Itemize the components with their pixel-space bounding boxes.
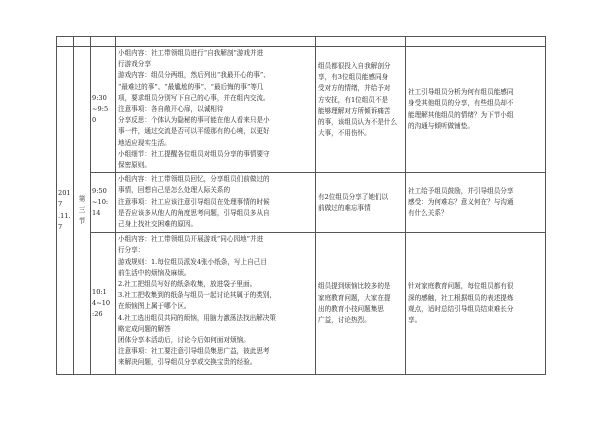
table-row [57,37,546,47]
table-row [57,173,546,233]
time-slot: 9:30 ~9:5 0 [91,47,116,173]
activity-record-document [56,36,545,375]
time-slot: 9:50 ~10: 14 [91,173,116,233]
worker-reflection: 针对家庭教育问题，每位组员都有很 深的感触，社工根据组员的表述提炼 观点，适时总结引导组员结束难长分 享。 [406,233,546,375]
activity-content: 小组内容：社工带领组员开展游戏“同心园地”并进 行分享： 游戏规则：1.每位组员派发4张小纸条，写上自己目 前生活中的烦恼及麻烦。 2.社工把组员写好的纸条收集，放进袋子里面。 3.社工把收集到的纸条与组员一起讨论其属于的类别， 在烦恼图上属于哪个区。 4.社工选出组员共同的烦恼，用脑力激荡法找出解决策 略定成问题的解答 团体分享本活动后，讨论今后如何面对烦恼。 注意事项：社工要注意引导组员集思广益，彼此思考 来解决问题，引导组员分享或交换宝贵的经验。 [116,233,316,375]
worker-reflection: 社工引导组员分析为何有组员能感同 身受其他组员的分享，有些组员却不 能理解其他组员的情绪？为下节小组 的沟通与倾听做铺垫。 [406,47,546,173]
member-response: 有2位组员分享了她们以 前做过的难忘事情 [316,173,406,233]
session-date: 2017 .11. 7 [57,47,74,375]
group-session-table [56,36,546,375]
member-response: 组员都很投入自我解剖分 享，有3位组员能感同身 受对方的情绪，并给予对 方安抚，有1位组员不是 能够理解对方所倾诉痛苦 的事，该组员认为不是什么 大事，不用伤怀。 [316,47,406,173]
table-row [57,47,546,173]
activity-content: 小组内容：社工带领组员进行“自我解剖”游戏并进 行游戏分享 游戏内容：组员分两组，然后列出“我最开心的事”、 “最难过的事”、“最尴尬的事”、“最后悔的事”等几 项，要求组员分别写下自己的心事，并在组内交流。 注意事项：各自敞开心扉，以诚相待 分享反思：个体认为隐秘的事可能在他人看来只是小 事一件，通过交流是否可以平缓那有的心境，以更好 地适应现实生活。 小组细节：社工提醒各位组员对组员分享的事情要守 保密原则。 [116,47,316,173]
table-row [57,233,546,375]
activity-content: 小组内容：社工带领组员回忆，分享组员们前做过的 事情，回想自己是怎么处理人际关系的 注意事项：社工应该注意引导组员在处理事情的时候 是否应该多从他人的角度思考问题，引导组员多从自 己身上找社交困难的原因。 [116,173,316,233]
time-slot: 10:1 4~10 :26 [91,233,116,375]
member-response: 组员提到烦恼比较多的是 家庭教育问题，大家在提 出的教育小技问题集思 广益，讨论热烈。 [316,233,406,375]
worker-reflection: 社工给予组员鼓励，并引导组员分享 感受：为何难忘？意义何在？与沟通 有什么关系？ [406,173,546,233]
session-number: 第三 节 [74,47,91,375]
